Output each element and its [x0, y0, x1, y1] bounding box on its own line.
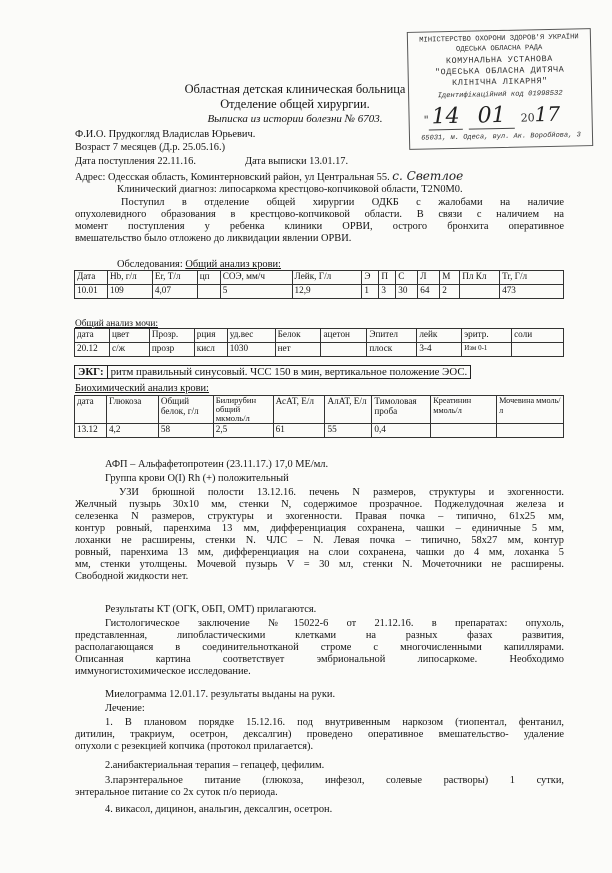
intro-line: Поступил в отделение общей хирургии ОДКБ с жалобами на наличие: [121, 197, 564, 208]
blood-header-row: [75, 271, 564, 285]
blood-header: Hb, г/л: [107, 271, 152, 285]
biochem-header: Мочевина ммоль/л: [497, 396, 564, 424]
treatment-item-3: [75, 775, 564, 799]
biochem-value: 61: [273, 424, 325, 438]
blood-value: 2: [440, 285, 460, 299]
biochem-value: [497, 424, 564, 438]
ultrasound-line: Свободной жидкости нет.: [75, 571, 189, 582]
stamp-line: МІНІСТЕРСТВО ОХОРОНИ ЗДОРОВ'Я УКРАЇНИ: [419, 33, 579, 45]
treatment-item-2: 2.анибактериальная терапия – гепацеф, цефилим.: [105, 760, 325, 771]
blood-value: [197, 285, 220, 299]
stamp-day: 14: [428, 104, 463, 131]
intro-line: опухолевидного образования в крестцово-копчиковой области. В связи с наличием на: [75, 209, 564, 220]
intro-paragraph: [75, 197, 564, 245]
blood-value: 12,9: [292, 285, 362, 299]
biochem-header: Билирубин общий мкмоль/л: [213, 396, 273, 424]
hospital-title: Областная детская клиническая больница: [184, 82, 406, 96]
biochem-value: 13.12: [75, 424, 107, 438]
urine-table: [74, 328, 564, 357]
urine-value: с/ж: [109, 343, 149, 357]
urine-caption: Общий анализ мочи:: [75, 319, 159, 329]
ecg-row: [74, 366, 471, 378]
stamp-line: ОДЕСЬКА ОБЛАСНА РАДА: [455, 44, 543, 54]
blood-table: [74, 270, 564, 299]
treatment-item-4: 4. викасол, дицинон, анальгин, дексалгин, осетрон.: [105, 804, 333, 815]
department-title: Отделение общей хирургии.: [220, 97, 370, 111]
stamp-month: 01: [468, 103, 515, 130]
treatment-line: 1. В плановом порядке 15.12.16. под внутривенным наркозом (тиопентал, фентанил,: [105, 717, 564, 728]
urine-value: нет: [275, 343, 321, 357]
stamp-line: "ОДЕСЬКА ОБЛАСНА ДИТЯЧА: [434, 64, 565, 78]
biochem-value: 58: [158, 424, 213, 438]
biochem-header: Креатинин ммоль/л: [431, 396, 497, 424]
blood-value: [460, 285, 500, 299]
ct-results: Результаты КТ (ОГК, ОБП, ОМТ) прилагаются.: [105, 604, 317, 615]
blood-header: Лейк, Г/л: [292, 271, 362, 285]
ultrasound-line: УЗИ брюшной полости 13.12.16. печень N размеров, структуры и эхогенности.: [119, 487, 564, 498]
biochem-caption: Биохимический анализ крови:: [75, 383, 209, 394]
afp-result: АФП – Альфафетопротеин (23.11.17.) 17,0 МЕ/мл.: [105, 459, 329, 470]
histology-paragraph: [75, 618, 564, 678]
blood-header: СОЭ, мм/ч: [220, 271, 292, 285]
biochem-header: Общий белок, г/л: [158, 396, 213, 424]
stamp-line: КОМУНАЛЬНА УСТАНОВА: [445, 53, 553, 67]
urine-value: кисл: [194, 343, 227, 357]
ecg-text: ритм правильный синусовый. ЧСС 150 в мин, вертикальное положение ЭОС.: [108, 365, 472, 379]
address-text: Адрес: Одесская область, Коминтерновский район, ул Центральная 55.: [75, 172, 390, 183]
blood-header: Пл Кл: [460, 271, 500, 285]
histology-line: Описанная картина соответствует эмбриональной липосаркоме. Необходимо: [75, 654, 564, 665]
patient-name: Ф.И.О. Прудкогляд Владислав Юрьевич.: [75, 129, 256, 140]
urine-header: соли: [512, 329, 564, 343]
urine-header: уд.вес: [227, 329, 275, 343]
blood-value-row: [75, 285, 564, 299]
ultrasound-line: контур ровный, паренхима 13 мм, дифференциация сохранена, чашки – единичные 5 мм,: [75, 523, 564, 534]
biochem-value: 0,4: [372, 424, 431, 438]
urine-value-row: [75, 343, 564, 357]
ultrasound-line: Желчный пузырь 30х10 мм, стенки N, содержимое прозрачное. Поджелудочная железа и: [75, 499, 564, 510]
urine-value: 20.12: [75, 343, 110, 357]
urine-value: 1030: [227, 343, 275, 357]
discharge-date: Дата выписки 13.01.17.: [245, 156, 349, 167]
biochem-header: дата: [75, 396, 107, 424]
blood-header: Л: [418, 271, 440, 285]
urine-header: ацетон: [321, 329, 367, 343]
intro-line: момент поступления у ребенка клиники ОРВИ, острого бронхита оперативное: [75, 221, 564, 232]
urine-value: Изм 0-1: [462, 343, 512, 357]
urine-header: дата: [75, 329, 110, 343]
biochem-header: Тимоловая проба: [372, 396, 431, 424]
urine-value: [512, 343, 564, 357]
address-handwritten: с. Светлое: [392, 169, 464, 183]
blood-caption-prefix: Обследования:: [117, 259, 186, 270]
blood-header: П: [379, 271, 396, 285]
treatment-label: Лечение:: [105, 703, 145, 714]
blood-value: 4,07: [152, 285, 197, 299]
blood-header: С: [396, 271, 418, 285]
urine-value: прозр: [149, 343, 194, 357]
biochem-header: Глюкоза: [106, 396, 158, 424]
blood-header: Дата: [75, 271, 108, 285]
blood-value: 3: [379, 285, 396, 299]
stamp-date: [423, 102, 560, 131]
extract-title: Выписка из истории болезни № 6703.: [207, 113, 383, 125]
biochem-table: [74, 395, 564, 438]
stamp-line: КЛІНІЧНА ЛІКАРНЯ": [451, 76, 548, 89]
biochem-value: 55: [325, 424, 372, 438]
blood-value: 1: [362, 285, 379, 299]
blood-header: Э: [362, 271, 379, 285]
urine-value: 3-4: [417, 343, 462, 357]
admission-date: Дата поступления 22.11.16.: [75, 156, 196, 167]
myelogram: Миелограмма 12.01.17. результаты выданы на руки.: [105, 689, 336, 700]
treatment-item-1: [75, 717, 564, 753]
biochem-value: 4,2: [106, 424, 158, 438]
blood-header: М: [440, 271, 460, 285]
stamp-address: 65031, м. Одеса, вул. Ак. Воробйова, 3: [421, 131, 581, 143]
urine-header-row: [75, 329, 564, 343]
treatment-line: опухоли с резекцией копчика (протокол прилагается).: [75, 741, 314, 752]
urine-header: Белок: [275, 329, 321, 343]
treatment-line: энтеральное питание со 2х суток п/о периода.: [75, 787, 278, 798]
ultrasound-line: мм, стенки утолщены. Мочевой пузырь V = 30 мл, стенки N. Мочеточники не расширены.: [75, 559, 564, 570]
biochem-header-row: [75, 396, 564, 424]
ultrasound-line: ровный, паренхима 13 мм, дифференциация на слои сохранена, чашки до 4 мм, лоханка 5: [75, 547, 564, 558]
histology-line: располагающаяся в соединительнотканой строме с многочисленными капиллярами.: [75, 642, 564, 653]
blood-value: 473: [500, 285, 564, 299]
blood-header: цп: [197, 271, 220, 285]
biochem-value: 2,5: [213, 424, 273, 438]
ultrasound-paragraph: [75, 487, 564, 583]
blood-header: Tr, Г/л: [500, 271, 564, 285]
blood-value: 10.01: [75, 285, 108, 299]
stamp-day-prefix: ": [423, 113, 429, 127]
urine-value: плоск: [367, 343, 417, 357]
biochem-header: АсАТ, Е/л: [273, 396, 325, 424]
blood-caption-title: Общий анализ крови:: [185, 259, 281, 270]
stamp-line: Ідентифікаційний код 01998532: [437, 89, 563, 101]
urine-header: эритр.: [462, 329, 512, 343]
urine-header: цвет: [109, 329, 149, 343]
histology-line: представленная, липобластическими клетками на разных фазах развития,: [75, 630, 564, 641]
ecg-label: ЭКГ:: [74, 365, 108, 379]
blood-value: 30: [396, 285, 418, 299]
clinical-diagnosis: Клинический диагноз: липосаркома крестцово-копчиковой области, T2N0M0.: [117, 184, 463, 195]
urine-header: рция: [194, 329, 227, 343]
intro-line: вмешательство было отложено до ликвидации явлении ОРВИ.: [75, 233, 352, 244]
treatment-line: дитилин, тракриум, осетрон, дексалгин) проведено оперативное вмешательство- удаление: [75, 729, 564, 740]
histology-line: Гистологическое заключение №15022-6 от 21.12.16. в препаратах: опухоль,: [105, 618, 564, 629]
patient-address: [75, 170, 463, 184]
blood-value: 64: [418, 285, 440, 299]
histology-line: иммуногистохимическое исследование.: [75, 666, 251, 677]
hospital-stamp: [407, 28, 593, 150]
ultrasound-line: селезенка N размеров, структуры и эхогенности. Правая почка – типично, 61х25 мм,: [75, 511, 564, 522]
biochem-value-row: [75, 424, 564, 438]
urine-header: Эпител: [367, 329, 417, 343]
blood-value: 5: [220, 285, 292, 299]
stamp-year: 17: [534, 101, 561, 127]
urine-header: лейк: [417, 329, 462, 343]
blood-value: 109: [107, 285, 152, 299]
urine-value: [321, 343, 367, 357]
stamp-year-prefix: 20: [520, 111, 535, 125]
urine-header: Прозр.: [149, 329, 194, 343]
ultrasound-line: лоханки не расширены, стенки N. ЧЛС – N. Левая почка – типично, 58х27 мм, контур: [75, 535, 564, 546]
biochem-value: [431, 424, 497, 438]
treatment-line: 3.парэнтеральное питание (глюкоза, инфезол, солевые растворы) 1 сутки,: [105, 775, 564, 786]
blood-header: Er, Т/л: [152, 271, 197, 285]
biochem-header: АлАТ, Е/л: [325, 396, 372, 424]
blood-group: Группа крови O(I) Rh (+) положительный: [105, 473, 289, 484]
patient-age: Возраст 7 месяцев (Д.р. 25.05.16.): [75, 142, 226, 153]
